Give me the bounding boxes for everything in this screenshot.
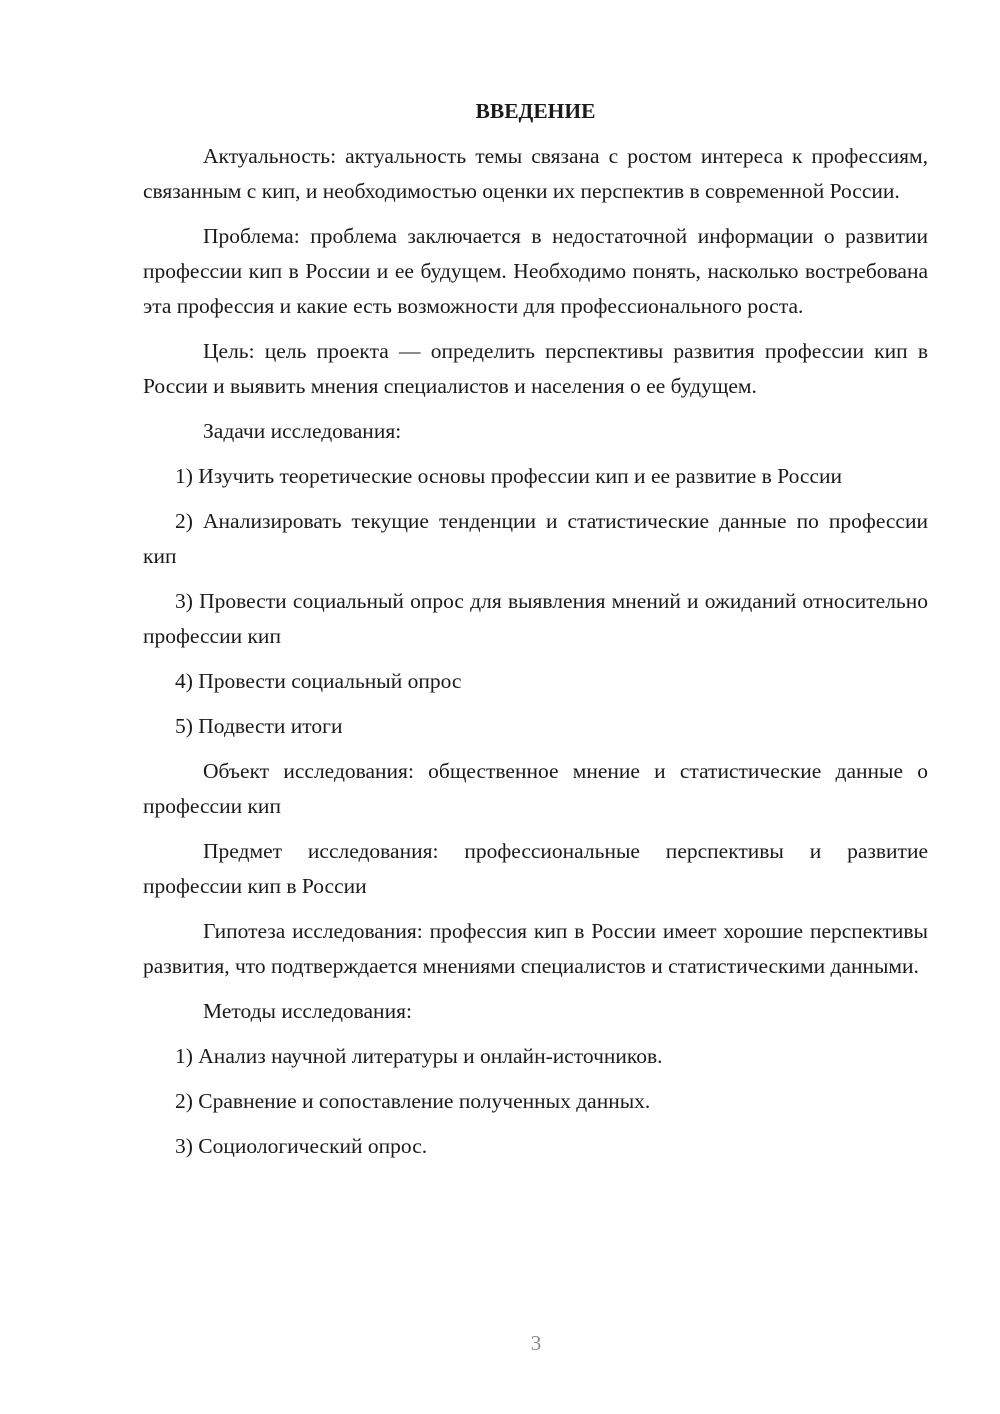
document-title: ВВЕДЕНИЕ <box>475 99 596 123</box>
method-item-2: 2) Сравнение и сопоставление полученных данных. <box>175 1089 651 1113</box>
task-item-3: 3) Провести социальный опрос для выявления мнений и ожиданий относительно профессии кип <box>143 589 928 648</box>
task-item-2: 2) Анализировать текущие тенденции и статистические данные по профессии кип <box>143 509 928 568</box>
goal-paragraph: Цель: цель проекта — определить перспективы развития профессии кип в России и выявить мнения специалистов и населения о ее будущем. <box>143 339 928 398</box>
task-item-1: 1) Изучить теоретические основы профессии кип и ее развитие в России <box>175 464 842 488</box>
subject-paragraph: Предмет исследования: профессиональные перспективы и развитие профессии кип в России <box>143 839 928 898</box>
relevance-paragraph: Актуальность: актуальность темы связана с ростом интереса к профессиям, связанным с кип, и необходимостью оценки их перспектив в современной России. <box>143 144 928 203</box>
page-number: 3 <box>530 1331 542 1355</box>
hypothesis-paragraph: Гипотеза исследования: профессия кип в России имеет хорошие перспективы развития, что подтверждается мнениями специалистов и статистическими данными. <box>143 919 928 978</box>
document-page <box>143 95 928 1174</box>
method-item-1: 1) Анализ научной литературы и онлайн-источников. <box>175 1044 663 1068</box>
methods-heading: Методы исследования: <box>203 999 412 1023</box>
problem-paragraph: Проблема: проблема заключается в недостаточной информации о развитии профессии кип в России и ее будущем. Необходимо понять, насколько востребована эта профессия и какие есть возможности для профессионального роста. <box>143 224 928 318</box>
object-paragraph: Объект исследования: общественное мнение и статистические данные о профессии кип <box>143 759 928 818</box>
task-item-4: 4) Провести социальный опрос <box>175 669 462 693</box>
task-item-5: 5) Подвести итоги <box>175 714 343 738</box>
tasks-heading: Задачи исследования: <box>203 419 402 443</box>
method-item-3: 3) Социологический опрос. <box>175 1134 428 1158</box>
